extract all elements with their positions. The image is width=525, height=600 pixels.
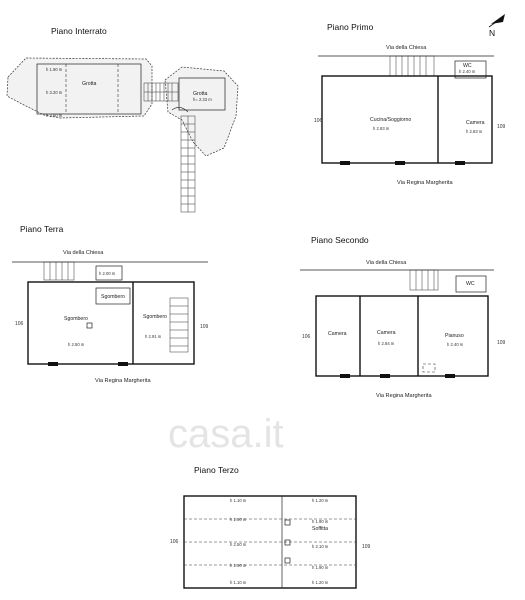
terzo-right-h4: h 1.90 m [312,565,329,570]
watermark-text: casa.it [168,412,284,456]
primo-street-bottom: Via Regina Margherita [397,180,453,186]
primo-room-cucina: Cucina/Soggiorno [370,117,412,123]
secondo-room-pianuso: Pianuso [445,333,464,339]
secondo-street-bottom: Via Regina Margherita [376,393,432,399]
terzo-right-h2: h 1.90 m [312,519,329,524]
title-piano-terzo: Piano Terzo [194,465,239,475]
compass-icon [489,14,505,38]
terzo-right-h3: h 2.10 m [312,544,329,549]
plan-piano-interrato [7,26,238,212]
terra-left-num: 106 [15,321,24,327]
title-piano-primo: Piano Primo [327,22,374,32]
secondo-height-camera-2: h 2.84 m [378,341,395,346]
interrato-height-grotta-2: h= 2.33 m [193,97,212,102]
primo-left-num: 106 [314,118,323,124]
plan-piano-terzo [170,465,371,588]
interrato-room-grotta-2: Grotta [193,91,208,97]
interrato-height-grotta-1: h 3.20 m [46,90,63,95]
secondo-room-wc: WC [466,281,475,287]
terzo-right-num: 109 [362,544,371,550]
terzo-room-soffitta: Soffitta [312,526,329,532]
terra-street-bottom: Via Regina Margherita [95,378,151,384]
terzo-left-h2: h 1.90 m [230,517,247,522]
terzo-left-h5: h 1.10 m [230,580,247,585]
primo-height-cucina: h 2.83 m [373,126,390,131]
terra-room-sgombero-right: Sgombero [143,314,167,320]
terzo-left-h4: h 1.90 m [230,563,247,568]
secondo-left-num: 106 [302,334,311,340]
title-piano-terra: Piano Terra [20,224,64,234]
title-piano-secondo: Piano Secondo [311,235,369,245]
primo-room-camera: Camera [466,120,485,126]
interrato-dim-b: h 3.60 m [46,113,63,118]
terra-height-small: h 2.00 m [99,271,116,276]
secondo-room-camera-1: Camera [328,331,347,337]
secondo-height-pianuso: h 2.40 m [447,342,464,347]
title-piano-interrato: Piano Interrato [51,26,107,36]
secondo-street-top: Via della Chiesa [366,260,407,266]
terzo-left-num: 106 [170,539,179,545]
primo-height-camera: h 2.83 m [466,129,483,134]
plan-piano-primo [314,22,506,186]
terra-room-sgombero-small: Sgombero [101,294,125,300]
terzo-left-h1: h 1.10 m [230,498,247,503]
primo-room-wc: WC [463,63,472,69]
compass-label: N [489,28,496,38]
plan-piano-terra [12,224,209,384]
interrato-room-grotta-1: Grotta [82,81,97,87]
terzo-right-h5: h 1.20 m [312,580,329,585]
terra-height-right: h 2.91 m [145,334,162,339]
terra-right-num: 109 [200,324,209,330]
primo-street-top: Via della Chiesa [386,45,427,51]
terra-height-main: h 2.50 m [68,342,85,347]
secondo-room-camera-2: Camera [377,330,396,336]
primo-right-num: 109 [497,124,506,130]
plan-piano-secondo [300,235,506,399]
primo-height-wc: h 2.40 m [459,69,476,74]
terzo-right-h1: h 1.20 m [312,498,329,503]
secondo-right-num: 109 [497,340,506,346]
interrato-dim-a: h 1.90 m [46,67,63,72]
terzo-left-h3: h 2.50 m [230,542,247,547]
terra-street-top: Via della Chiesa [63,250,104,256]
terra-room-sgombero-main: Sgombero [64,316,88,322]
